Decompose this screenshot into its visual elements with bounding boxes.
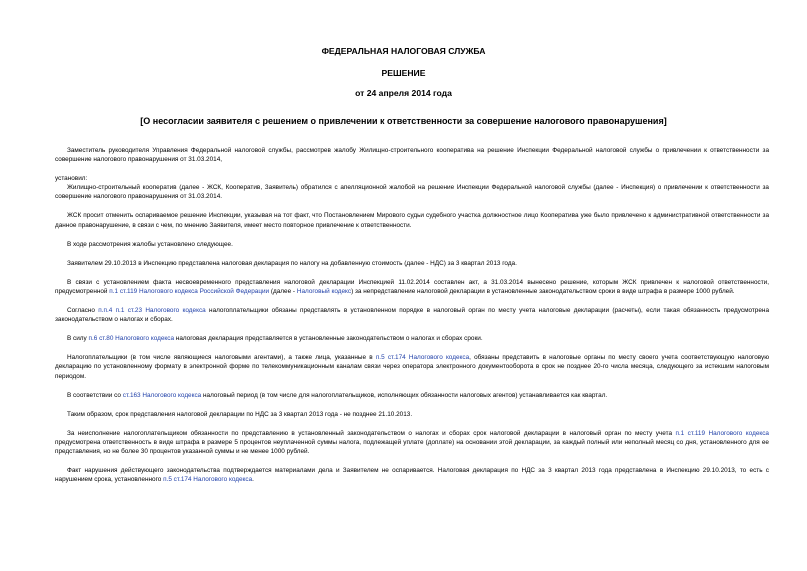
paragraph: ЖСК просит отменить оспариваемое решение Инспекции, указывая на тот факт, что Постановлением Мирового судьи судебного участка должностное лицо Кооператива уже было привлечено к административной ответственности за данное правонарушение, в связи с чем, по мнению Заявителя, имеет место повторное привлечение к ответственности. [55, 212, 769, 229]
paragraph-text: За неисполнение налогоплательщиком обязанности по представлению в установленный законодательством о налогах и сборах срок налоговой декларации в налоговый орган по месту учета [67, 429, 676, 437]
paragraph-text: налогоплательщики обязаны представлять в установленном порядке в налоговый орган по месту учета налоговые декларации (расчеты), если такая обязанность предусмотрена законодательством о налогах и сборах. [55, 307, 770, 324]
paragraph-text: В силу [67, 335, 89, 343]
paragraph [55, 334, 769, 343]
paragraph-text: В связи с установлением факта несвоевременного представления налоговой декларации Инспекцией 11.02.2014 составлен акт, а 31.03.2014 вынесено решение, которым ЖСК привлечен к налоговой ответственности, предусмотренной [55, 278, 769, 295]
paragraph: Таким образом, срок представления налоговой декларации по НДС за 3 квартал 2013 года - не позднее 21.10.2013. [67, 410, 413, 418]
paragraph-text: Согласно [67, 307, 99, 315]
document-subject: [О несогласии заявителя с решением о привлечении к ответственности за совершение налогового правонарушения] [140, 116, 667, 126]
paragraph-text: (далее - [269, 287, 297, 295]
paragraph-text: ) за непредставление налоговой декларации в установленные законодательством сроки в виде штрафа в размере 1000 рублей. [351, 287, 735, 295]
paragraph-text: Факт нарушения действующего законодательства подтверждается материалами дела и Заявителем не оспаривается. Налоговая декларация по НДС за 3 квартал 2013 года представлена в Инспекцию 29.10.2013, то есть с нарушением срока, установленного [55, 467, 769, 484]
paragraph-text: Налогоплательщики (в том числе являющиеся налоговыми агентами), а также лица, указанные в [67, 354, 376, 362]
paragraph [55, 429, 769, 456]
paragraph [55, 466, 769, 484]
paragraph: В ходе рассмотрения жалобы установлено следующее. [67, 240, 233, 248]
law-link[interactable]: п.5 ст.174 Налогового кодекса [163, 476, 253, 484]
paragraph: Заявителем 29.10.2013 в Инспекцию представлена налоговая декларация по налогу на добавленную стоимость (далее - НДС) за 3 квартал 2013 года. [67, 259, 517, 267]
law-link[interactable]: п.5 ст.174 Налогового кодекса [375, 354, 470, 362]
paragraph: Жилищно-строительный кооператив (далее - ЖСК, Кооператив, Заявитель) обратился с апелляционной жалобой на решение Инспекции Федеральной налоговой службы (далее - Инспекция) о привлечении к ответственности за совершение налогового правонарушения от 31.03.2014. [55, 184, 769, 201]
paragraph: Заместитель руководителя Управления Федеральной налоговой службы, рассмотрев жалобу Жилищно-строительного кооператива на решение Инспекции Федеральной налоговой службы о привлечении к ответственности за совершение налогового правонарушения от 31.03.2014, [55, 147, 769, 164]
paragraph-text: . [252, 476, 254, 484]
paragraph-text: предусмотрена ответственность в виде штрафа в размере 5 процентов неуплаченной суммы налога, подлежащей уплате (доплате) на основании этой декларации, за каждый полный или неполный месяц со дня, установленного для ее представления, но не более 30 процентов указанной суммы и не менее 1000 рублей. [55, 438, 769, 455]
document-type: РЕШЕНИЕ [381, 68, 426, 78]
paragraph-text: , обязаны представить в налоговые органы по месту своего учета соответствующую налоговую декларацию по установленному формату в электронной форме по телекоммуникационным каналам связи через оператора электронного документооборота в срок не позднее 20-го числа месяца, следующего за истекшим налоговым периодом. [55, 354, 769, 380]
law-link[interactable]: Налоговый кодекс [296, 287, 352, 295]
established-label: установил: [55, 175, 88, 183]
paragraph-text: В соответствии со [67, 391, 123, 399]
document-date: от 24 апреля 2014 года [355, 88, 452, 98]
document-body [55, 146, 769, 494]
law-link[interactable]: п.п.4 п.1 ст.23 Налогового кодекса [98, 307, 206, 315]
agency-title: ФЕДЕРАЛЬНАЯ НАЛОГОВАЯ СЛУЖБА [321, 46, 486, 56]
law-link[interactable]: п.1 ст.119 Налогового кодекса Российской Федерации [109, 287, 270, 295]
paragraph [55, 391, 769, 400]
paragraph-text: налоговый период (в том числе для налогоплательщиков, исполняющих обязанности налоговых агентов) устанавливается как квартал. [201, 391, 608, 399]
law-link[interactable]: п.6 ст.80 Налогового кодекса [88, 335, 175, 343]
paragraph [55, 306, 769, 324]
law-link[interactable]: п.1 ст.119 Налогового кодекса [675, 429, 769, 437]
paragraph-text: налоговая декларация представляется в установленные законодательством о налогах и сборах сроки. [174, 335, 483, 343]
law-link[interactable]: ст.163 Налогового кодекса [122, 391, 202, 399]
paragraph [55, 353, 769, 380]
paragraph [55, 278, 769, 296]
